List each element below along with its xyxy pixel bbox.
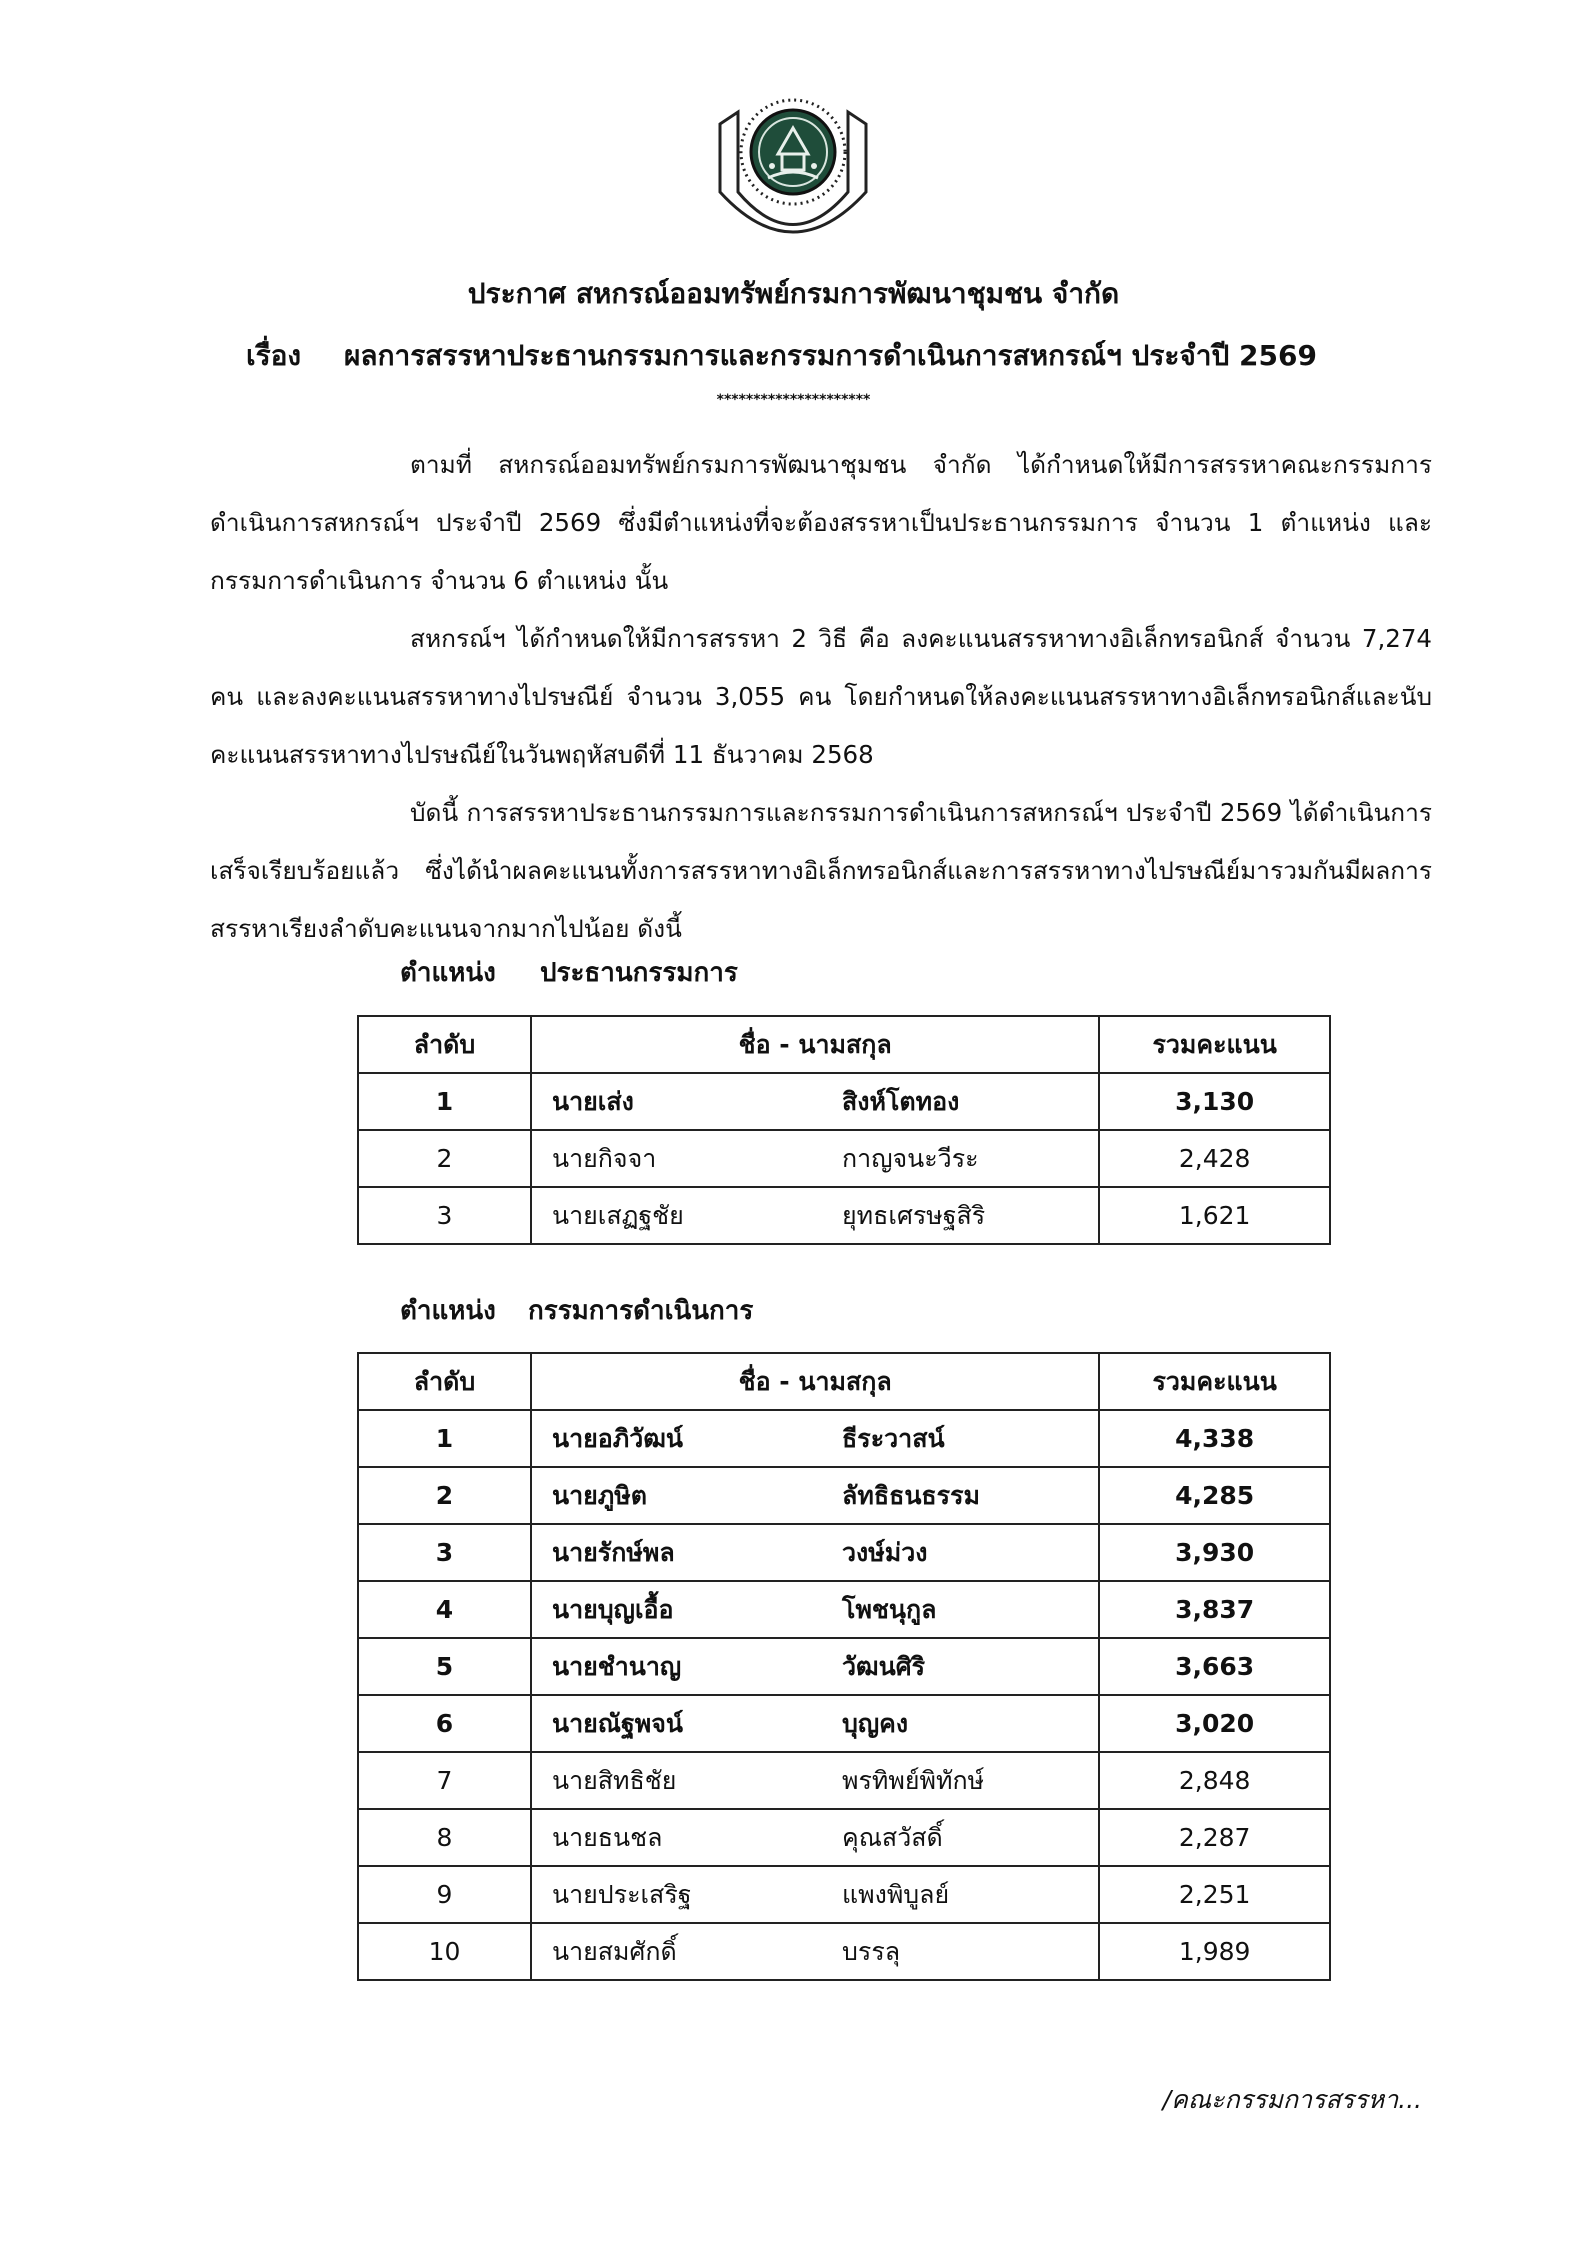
last-name: โพชนุกูล [842, 1594, 937, 1624]
name-cell [531, 1467, 1099, 1524]
separator-stars: ********************* [716, 392, 871, 408]
score-cell: 2,848 [1099, 1752, 1330, 1809]
table-row [358, 1524, 1330, 1581]
name-cell [531, 1923, 1099, 1980]
rank-cell: 8 [358, 1809, 531, 1866]
score-cell: 3,130 [1099, 1073, 1330, 1130]
rank-cell: 9 [358, 1866, 531, 1923]
score-header: รวมคะแนน [1099, 1353, 1330, 1410]
first-name: นายเส่ง [552, 1086, 634, 1116]
last-name: แพงพิบูลย์ [842, 1879, 950, 1909]
rank-cell: 4 [358, 1581, 531, 1638]
last-name: วัฒนศิริ [842, 1651, 926, 1681]
name-header: ชื่อ - นามสกุล [531, 1353, 1099, 1410]
paragraph-1: ตามที่ สหกรณ์ออมทรัพย์กรมการพัฒนาชุมชน จำกัด ได้กำหนดให้มีการสรรหาคณะกรรมการดำเนินการสหกรณ์ฯ ประจำปี 2569 ซึ่งมีตำแหน่งที่จะต้องสรรหาเป็นประธานกรรมการ จำนวน 1 ตำแหน่ง และกรรมการดำเนินการ จำนวน 6 ตำแหน่ง นั้น [210, 450, 1432, 595]
name-cell [531, 1187, 1099, 1244]
last-name: กาญจนะวีระ [842, 1143, 979, 1173]
score-cell: 2,251 [1099, 1866, 1330, 1923]
rank-cell: 2 [358, 1130, 531, 1187]
cooperative-seal-logo [708, 82, 878, 250]
score-cell: 3,020 [1099, 1695, 1330, 1752]
rank-header: ลำดับ [358, 1353, 531, 1410]
rank-cell: 1 [358, 1410, 531, 1467]
first-name: นายบุญเอื้อ [552, 1594, 674, 1624]
name-cell [531, 1524, 1099, 1581]
rank-header: ลำดับ [358, 1016, 531, 1073]
chairman-results-table [357, 1015, 1331, 1245]
table-header-row [358, 1016, 1330, 1073]
score-cell: 3,663 [1099, 1638, 1330, 1695]
first-name: นายภูษิต [552, 1480, 647, 1510]
committee-position-label: ตำแหน่ง [400, 1296, 496, 1326]
rank-cell: 1 [358, 1073, 531, 1130]
table-row [358, 1809, 1330, 1866]
name-cell [531, 1130, 1099, 1187]
name-cell [531, 1695, 1099, 1752]
score-cell: 3,837 [1099, 1581, 1330, 1638]
table-row [358, 1695, 1330, 1752]
name-cell [531, 1866, 1099, 1923]
announcement-title: ประกาศ สหกรณ์ออมทรัพย์กรมการพัฒนาชุมชน จำกัด [467, 277, 1120, 310]
table-row [358, 1187, 1330, 1244]
chairman-position-label: ตำแหน่ง [400, 958, 496, 988]
first-name: นายรักษ์พล [552, 1537, 675, 1567]
score-cell: 2,428 [1099, 1130, 1330, 1187]
name-cell [531, 1638, 1099, 1695]
first-name: นายสิทธิชัย [552, 1765, 677, 1795]
first-name: นายกิจจา [552, 1143, 657, 1173]
table-row [358, 1638, 1330, 1695]
name-cell [531, 1073, 1099, 1130]
table-row [358, 1752, 1330, 1809]
score-cell: 3,930 [1099, 1524, 1330, 1581]
score-cell: 4,285 [1099, 1467, 1330, 1524]
rank-cell: 2 [358, 1467, 531, 1524]
score-header: รวมคะแนน [1099, 1016, 1330, 1073]
rank-cell: 3 [358, 1524, 531, 1581]
score-cell: 4,338 [1099, 1410, 1330, 1467]
committee-results-table [357, 1352, 1331, 1981]
name-cell [531, 1581, 1099, 1638]
last-name: คุณสวัสดิ์ [842, 1822, 943, 1852]
table-row [358, 1581, 1330, 1638]
table-row [358, 1866, 1330, 1923]
last-name: วงษ์ม่วง [842, 1537, 928, 1567]
rank-cell: 6 [358, 1695, 531, 1752]
rank-cell: 10 [358, 1923, 531, 1980]
name-cell [531, 1410, 1099, 1467]
first-name: นายธนชล [552, 1822, 663, 1852]
rank-cell: 3 [358, 1187, 531, 1244]
name-cell [531, 1809, 1099, 1866]
subject-label: เรื่อง [246, 339, 302, 372]
chairman-position-title: ประธานกรรมการ [540, 958, 738, 988]
last-name: ลัทธิธนธรรม [842, 1480, 981, 1510]
table-row [358, 1130, 1330, 1187]
last-name: ยุทธเศรษฐสิริ [842, 1200, 986, 1230]
last-name: บรรลุ [842, 1936, 901, 1966]
first-name: นายอภิวัฒน์ [552, 1423, 683, 1453]
name-header: ชื่อ - นามสกุล [531, 1016, 1099, 1073]
table-row [358, 1073, 1330, 1130]
score-cell: 1,989 [1099, 1923, 1330, 1980]
score-cell: 1,621 [1099, 1187, 1330, 1244]
continuation-note: /คณะกรรมการสรรหา... [1162, 2085, 1422, 2114]
first-name: นายณัฐพจน์ [552, 1708, 683, 1738]
last-name: ธีระวาสน์ [842, 1423, 945, 1453]
subject-text: ผลการสรรหาประธานกรรมการและกรรมการดำเนินการสหกรณ์ฯ ประจำปี 2569 [344, 339, 1317, 372]
score-cell: 2,287 [1099, 1809, 1330, 1866]
first-name: นายเสฏฐชัย [552, 1200, 684, 1230]
paragraph-2: สหกรณ์ฯ ได้กำหนดให้มีการสรรหา 2 วิธี คือ ลงคะแนนสรรหาทางอิเล็กทรอนิกส์ จำนวน 7,274 คน และลงคะแนนสรรหาทางไปรษณีย์ จำนวน 3,055 คน โดยกำหนดให้ลงคะแนนสรรหาทางอิเล็กทรอนิกส์และนับคะแนนสรรหาทางไปรษณีย์ในวันพฤหัสบดีที่ 11 ธันวาคม 2568 [210, 624, 1432, 769]
first-name: นายสมศักดิ์ [552, 1936, 677, 1966]
name-cell [531, 1752, 1099, 1809]
table-header-row [358, 1353, 1330, 1410]
last-name: บุญคง [842, 1708, 909, 1738]
last-name: พรทิพย์พิทักษ์ [842, 1765, 985, 1795]
committee-position-title: กรรมการดำเนินการ [528, 1296, 754, 1326]
first-name: นายชำนาญ [552, 1651, 682, 1681]
table-row [358, 1923, 1330, 1980]
paragraph-3: บัดนี้ การสรรหาประธานกรรมการและกรรมการดำเนินการสหกรณ์ฯ ประจำปี 2569 ได้ดำเนินการเสร็จเรียบร้อยแล้ว ซึ่งได้นำผลคะแนนทั้งการสรรหาทางอิเล็กทรอนิกส์และการสรรหาทางไปรษณีย์มารวมกันมีผลการสรรหาเรียงลำดับคะแนนจากมากไปน้อย ดังนี้ [210, 798, 1432, 943]
rank-cell: 7 [358, 1752, 531, 1809]
rank-cell: 5 [358, 1638, 531, 1695]
last-name: สิงห์โตทอง [842, 1086, 960, 1116]
first-name: นายประเสริฐ [552, 1879, 692, 1909]
table-row [358, 1467, 1330, 1524]
table-row [358, 1410, 1330, 1467]
